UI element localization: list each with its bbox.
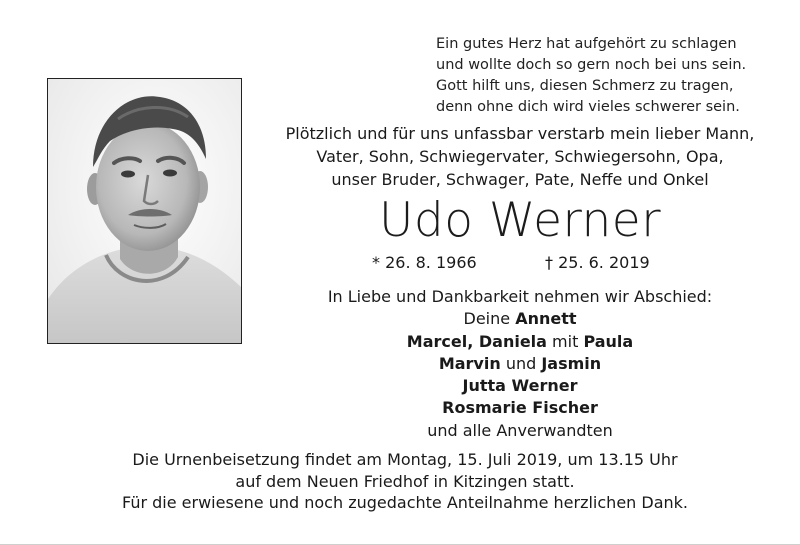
deceased-name: Udo Werner <box>378 193 662 248</box>
announcement-line: Plötzlich und für uns unfassbar verstarb mein lieber Mann, <box>285 124 755 143</box>
mourner-name: Paula <box>583 331 634 351</box>
footer-line: Die Urnenbeisetzung findet am Montag, 15. Juli 2019, um 13.15 Uhr <box>132 450 678 469</box>
connector-word: mit <box>546 331 584 351</box>
death-announcement <box>240 122 800 191</box>
mourner-line <box>290 331 750 353</box>
mourner-name: Marvin <box>438 353 501 373</box>
mourner-name: Marcel, Daniela <box>406 331 547 351</box>
poem-line: denn ohne dich wird vieles schwerer sein. <box>436 99 740 115</box>
poem-line: und wollte doch so gern noch bei uns sein. <box>436 57 747 73</box>
mourner-line <box>290 353 750 375</box>
memorial-poem <box>436 34 776 118</box>
poem-line: Gott hilft uns, diesen Schmerz zu tragen, <box>436 78 734 94</box>
mourner-name: Annett <box>515 309 577 329</box>
mourner-name: Jasmin <box>541 353 602 373</box>
mourner-line <box>290 308 750 330</box>
mourner-name: Jutta Werner <box>462 376 578 396</box>
death-date: † 25. 6. 2019 <box>545 253 650 272</box>
mourner-name: Rosmarie Fischer <box>442 398 598 418</box>
footer-line: auf dem Neuen Friedhof in Kitzingen statt. <box>235 471 575 491</box>
announcement-line: unser Bruder, Schwager, Pate, Neffe und Onkel <box>331 170 709 189</box>
funeral-details <box>60 449 750 514</box>
farewell-intro: In Liebe und Dankbarkeit nehmen wir Abschied: <box>327 287 713 306</box>
mourners-list <box>290 286 750 442</box>
announcement-line: Vater, Sohn, Schwiegervater, Schwiegersohn, Opa, <box>316 147 724 166</box>
footer-line: Für die erwiesene und noch zugedachte Anteilnahme herzlichen Dank. <box>122 493 688 512</box>
deine-prefix: Deine <box>463 309 516 329</box>
connector-word: und <box>500 353 542 373</box>
portrait-photo <box>47 78 242 344</box>
relatives-closing: und alle Anverwandten <box>427 420 613 440</box>
birth-date: * 26. 8. 1966 <box>372 253 477 272</box>
portrait-image <box>48 79 242 344</box>
poem-line: Ein gutes Herz hat aufgehört zu schlagen <box>436 36 737 52</box>
